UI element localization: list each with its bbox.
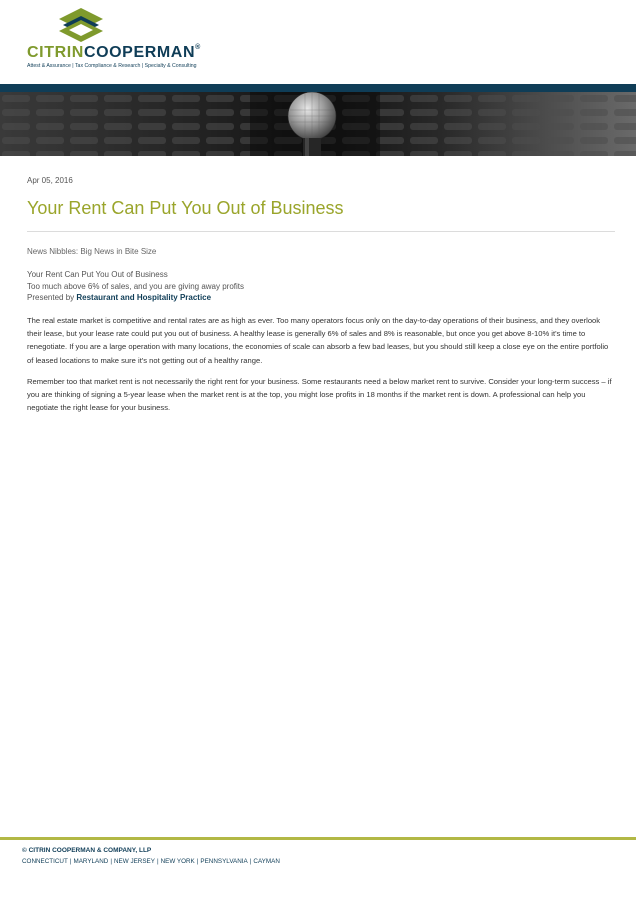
intro-headline: Your Rent Can Put You Out of Business xyxy=(27,270,168,279)
article-paragraph-1: The real estate market is competitive and rental rates are as high as ever. Too many operators focus only on the day-to-day operations of their business, and they overlook their lease, but your lease rate could put you out of business. A healthy lease is generally 6% of sales and 8% is reasonable, but once you get above 8-10% it's time to renegotiate. If you are a large operation with many locations, the economies of scale can absorb a few bad leases, but you should still keep a close eye on the entire portfolio of leased locations to make sure it's not getting out of a healthy range. xyxy=(27,316,609,365)
location-item: NEW JERSEY xyxy=(114,858,155,865)
article-intro xyxy=(27,269,244,304)
banner-image xyxy=(0,92,636,156)
logo-cooperman: COOPERMAN xyxy=(83,44,196,61)
logo-citrin: CITRIN xyxy=(27,44,84,61)
location-item: NEW YORK xyxy=(160,858,195,865)
presented-by-label: Presented by xyxy=(27,293,75,302)
logo-registered: ® xyxy=(195,44,201,51)
article-subtitle: News Nibbles: Big News in Bite Size xyxy=(27,247,157,256)
practice-name: Restaurant and Hospitality Practice xyxy=(76,293,212,302)
logo-tagline: Attest & Assurance | Tax Compliance & Research | Specialty & Consulting xyxy=(27,63,197,69)
article-paragraph-2: Remember too that market rent is not necessarily the right rent for your business. Some restaurants need a below market rent to survive. Consider your long-term success – if you are thinking of signing a 5-year lease when the market rent is at the top, you might lose profits in 18 months if the market rent is down. A professional can help you negotiate the right lease for your business. xyxy=(27,377,612,413)
location-item: CAYMAN xyxy=(253,858,280,865)
location-item: MARYLAND xyxy=(73,858,109,865)
logo-wordmark xyxy=(27,44,201,62)
title-divider xyxy=(27,231,615,232)
footer-locations: CONNECTICUT | MARYLAND | NEW JERSEY | NEW YORK | PENNSYLVANIA | CAYMAN xyxy=(22,858,280,865)
intro-summary: Too much above 6% of sales, and you are giving away profits xyxy=(27,281,245,291)
article-title: Your Rent Can Put You Out of Business xyxy=(27,198,344,218)
presented-by-line xyxy=(27,292,244,304)
company-logo xyxy=(27,8,287,72)
location-item: CONNECTICUT xyxy=(22,858,68,865)
logo-diamond-icon xyxy=(59,8,103,42)
footer-line xyxy=(0,837,636,840)
footer-copyright: © CITRIN COOPERMAN & COMPANY, LLP xyxy=(22,847,152,854)
location-item: PENNSYLVANIA xyxy=(200,858,248,865)
microphone-image xyxy=(0,92,636,156)
header-bar xyxy=(0,84,636,92)
article-date: Apr 05, 2016 xyxy=(27,176,73,185)
